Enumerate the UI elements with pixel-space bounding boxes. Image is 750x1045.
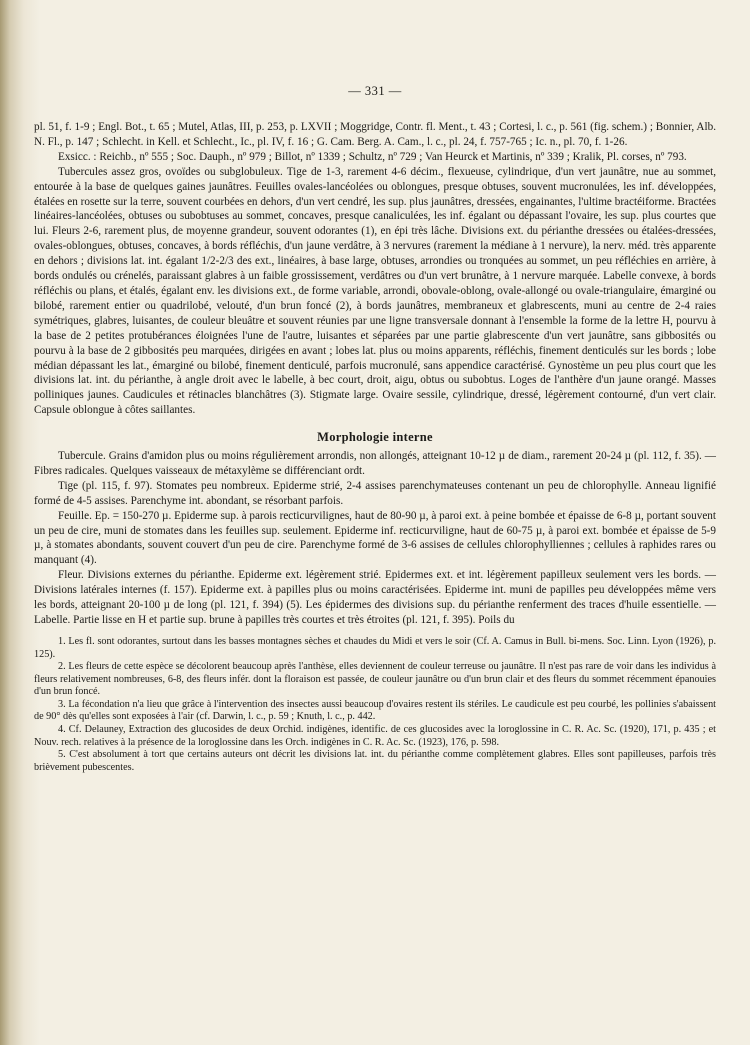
exsiccata-paragraph: Exsicc. : Reichb., nº 555 ; Soc. Dauph., nº 979 ; Billot, nº 1339 ; Schultz, nº 729 ; Van Heurck et Martinis, nº 339 ; Kralik, Pl. corses, nº 793. [58,150,687,163]
footnote: 4. Cf. Delauney, Extraction des glucosides de deux Orchid. indigènes, identific. de ces glucosides avec la loroglossine in C. R. Ac. Sc. (1920), 171, p. 435 ; et Nouv. rech. relatives à la présence de la loroglossine dans les Orch. indigènes in C. R. Ac. Sc. (1923), 176, p. 598. [34,724,716,748]
footnote: 2. Les fleurs de cette espèce se décolorent beaucoup après l'anthèse, elles deviennent de couleur terreuse ou jaunâtre. Il n'est pas rare de voir dans les individus à fleurs relativement nombreuses, 6-8, des fleurs infér. dont la floraison est passée, de couleur jaunâtre ou d'un brun clair et des fleurs du sommet récemment épanouies d'un brun foncé. [34,661,716,698]
tubercule-paragraph: Tubercule. Grains d'amidon plus ou moins régulièrement arrondis, non allongés, atteignant 10-12 µ de diam., rarement 20-24 µ (pl. 112, f. 35). — Fibres radicales. Quelques vaisseaux de métaxylème se différenciant ordt. [34,450,716,477]
footnotes [34,636,716,775]
section-heading: Morphologie interne [317,430,433,445]
description-paragraph: Tubercules assez gros, ovoïdes ou subglobuleux. Tige de 1-3, rarement 4-6 décim., flexueuse, cylindrique, d'un vert jaunâtre, nue au sommet, entourée à la base de quelques gaines jaunâtres. Feuilles ovales-lancéolées ou oblongues, presque obtuses, souvent mucronulées, les inf. développées, étalées en rosette sur la terre, souvent courbées en dehors, d'un vert cendré, les sup. plus jaunâtres, dressées, engainantes, l'ultime bractéiforme. Bractées linéaires-lancéolées, obtuses ou subobtuses au sommet, concaves, presque canaliculées, les inf. égalant ou dépassant l'ovaire, les sup. plus courtes que lui. Fleurs 2-6, rarement plus, de moyenne grandeur, souvent odorantes (1), en épi très lâche. Divisions ext. du périanthe dressées ou étalées-dressées, ovales-oblongues, obtuses, concaves, à bords réfléchis, d'un jaune verdâtre, à 3 nervures (rarement la médiane à 1 nervure), la nerv. méd. très apparente en dehors ; divisions lat. int. égalant 1/2-2/3 des ext., linéaires, à base large, obtuses, arrondies ou tronquées au sommet, un peu réfléchies en arrière, à bords ondulés ou crénelés, paraissant glabres à un faible grossissement, verdâtres ou d'un vert brunâtre, à 1 nervure marquée. Labelle convexe, à bords réfléchis ou plans, et étalés, égalant env. les divisions ext., de forme variable, arrondi, obovale-oblong, ovale-allongé ou ovale-triangulaire, émarginé ou bilobé, rarement entier ou quadrilobé, velouté, d'un brun foncé (2), à bords jaunâtres, membraneux et glabrescents, muni au centre de 2-4 raies symétriques, glabres, luisantes, de couleur bleuâtre et souvent réunies par une ligne transversale donnant à l'ensemble la forme de la lettre H, pourvu à la base de 2 petites protubérances éloignées l'une de l'autre, luisantes et séparées par une partie glabrescente d'un vert jaunâtre, sans gibbosités ou pourvu à la base de 2 gibbosités peu marquées, dirigées en avant ; lobes lat. plus ou moins apparents, réfléchis, finement denticulés sur les bords ; lobe médian dépassant les lat., émarginé ou bilobé, finement denticulé, parfois mucronulé, sans appendice caractérisé. Gynostème un peu plus court que les divisions lat. int. du périanthe, à angle droit avec le labelle, à bec court, droit, aigu, obtus ou subobtus. Loges de l'anthère d'un jaune orangé. Masses polliniques jaunes. Caudicules et rétinacles blanchâtres (3). Stigmate large. Ovaire sessile, cylindrique, dressé, légèrement contourné, d'un vert clair. Capsule oblongue à côtes saillantes. [34,165,716,417]
footnote: 5. C'est absolument à tort que certains auteurs ont décrit les divisions lat. int. du périanthe comme complètement glabres. Elles sont papilleuses, parfois très brièvement pubescentes. [34,749,716,773]
tige-paragraph: Tige (pl. 115, f. 97). Stomates peu nombreux. Epiderme strié, 2-4 assises parenchymateuses contenant un peu de chlorophylle. Anneau lignifié formé de 4-5 assises. Parenchyme int. abondant, se résorbant parfois. [34,479,716,507]
page-body [34,120,716,774]
footnote: 1. Les fl. sont odorantes, surtout dans les basses montagnes sèches et chaudes du Midi et vers le soir (Cf. A. Camus in Bull. bi-mens. Soc. Linn. Lyon (1926), p. 125). [34,635,716,660]
fleur-paragraph: Fleur. Divisions externes du périanthe. Epiderme ext. légèrement strié. Epidermes ext. et int. légèrement papilleux seulement vers les bords. — Divisions latérales internes (f. 157). Epiderme ext. à papilles plus ou moins caractérisées. Epiderme int. muni de papilles peu développées même vers les bords, atteignant 20-100 µ de long (pl. 121, f. 394) (5). Les épidermes des divisions sup. du périanthe renferment des traces d'huile essentielle. — Labelle. Partie lisse en H et partie sup. brune à papilles très courtes et très étroites (pl. 121, f. 395). Poils du [34,569,716,626]
feuille-paragraph: Feuille. Ep. = 150-270 µ. Epiderme sup. à parois recticurvilignes, haut de 80-90 µ, à paroi ext. à peine bombée et épaisse de 6-8 µ, portant souvent un peu de cire, muni de stomates dans les feuilles sup. seulement. Epiderme inf. recticurviligne, haut de 60-75 µ, à paroi ext. bombée et épaisse de 5-9 µ, à stomates abondants, souvent couvert d'un peu de cire. Parenchyme formé de 3-6 assises de cellules chlorophylliennes ; cellules à raphides rares ou manquant (4). [34,509,716,567]
footnote: 3. La fécondation n'a lieu que grâce à l'intervention des insectes aussi beaucoup d'ovaires restent ils stériles. Le caudicule est peu courbé, les pollinies s'abaissent de 90° dès qu'elles sont exposées à l'air (cf. Darwin, l. c., p. 59 ; Knuth, l. c., p. 442. [34,698,716,723]
page-number: — 331 — [348,84,402,98]
bibliography-paragraph: pl. 51, f. 1-9 ; Engl. Bot., t. 65 ; Mutel, Atlas, III, p. 253, p. LXVII ; Moggridge, Contr. fl. Ment., t. 43 ; Cortesi, l. c., p. 561 (fig. schem.) ; Bonnier, Alb. N. Fl., p. 147 ; Schlecht. in Kell. et Schlecht., Ic., pl. IV, f. 16 ; G. Cam. Berg. A. Cam., l. c., pl. 24, f. 757-765 ; Ic. n., pl. 70, f. 1-26. [34,121,716,148]
